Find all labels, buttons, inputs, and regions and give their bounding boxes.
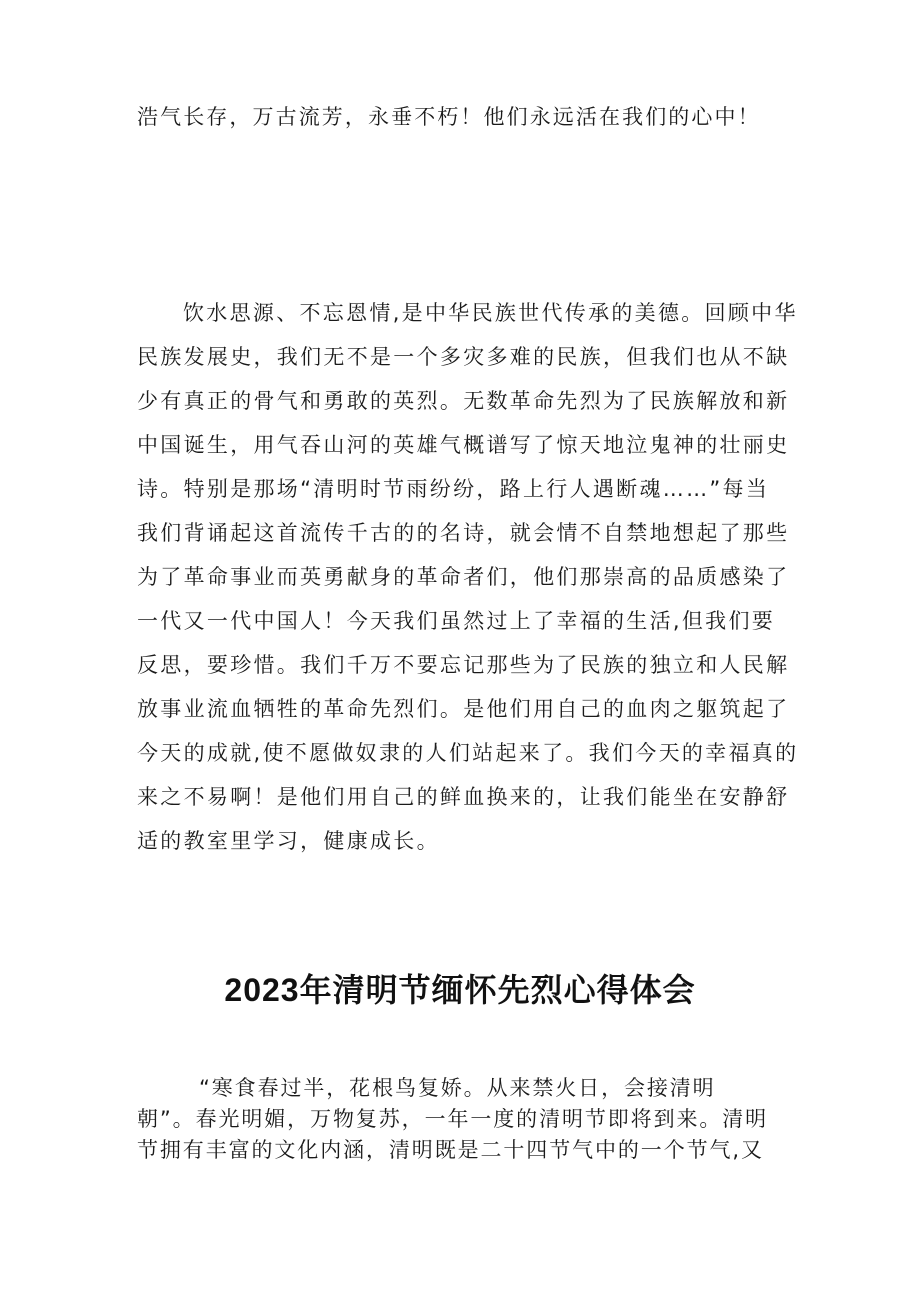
paragraph-qingming bbox=[137, 1073, 797, 1166]
paragraph-line: 今天的成就,使不愿做奴隶的人们站起来了。我们今天的幸福真的 bbox=[137, 741, 799, 765]
paragraph-line: 一代又一代中国人！今天我们虽然过上了幸福的生活,但我们要 bbox=[137, 609, 776, 633]
paragraph-line: 我们背诵起这首流传千古的的名诗，就会情不自禁地想起了那些 bbox=[137, 521, 790, 545]
section-title: 2023年清明节缅怀先烈心得体会 bbox=[224, 972, 696, 1008]
paragraph-line: 为了革命事业而英勇献身的革命者们，他们那崇高的品质感染了 bbox=[137, 565, 790, 589]
paragraph-line: 放事业流血牺牲的革命先烈们。是他们用自己的血肉之躯筑起了 bbox=[137, 697, 790, 721]
paragraph-line: 诗。特别是那场“清明时节雨纷纷，路上行人遇断魂……”每当 bbox=[137, 477, 770, 501]
paragraph-line: 少有真正的骨气和勇敢的英烈。无数革命先烈为了民族解放和新 bbox=[137, 389, 790, 413]
paragraph-line: “寒食春过半，花根鸟复娇。从来禁火日，会接清明 bbox=[199, 1076, 716, 1100]
paragraph-line: 饮水思源、不忘恩情,是中华民族世代传承的美德。回顾中华 bbox=[183, 301, 798, 325]
intro-line: 浩气长存，万古流芳，永垂不朽！他们永远活在我们的心中！ bbox=[137, 105, 761, 129]
paragraph-line: 反思，要珍惜。我们千万不要忘记那些为了民族的独立和人民解 bbox=[137, 653, 790, 677]
paragraph-line: 适的教室里学习，健康成长。 bbox=[137, 829, 440, 853]
paragraph-line: 来之不易啊！是他们用自己的鲜血换来的，让我们能坐在安静舒 bbox=[137, 785, 790, 809]
paragraph-line: 节拥有丰富的文化内涵，清明既是二十四节气中的一个节气,又 bbox=[137, 1138, 764, 1162]
paragraph-line: 朝”。春光明媚，万物复苏，一年一度的清明节即将到来。清明 bbox=[137, 1107, 769, 1131]
paragraph-line: 中国诞生，用气吞山河的英雄气概谱写了惊天地泣鬼神的壮丽史 bbox=[137, 433, 790, 457]
paragraph-line: 民族发展史，我们无不是一个多灾多难的民族，但我们也从不缺 bbox=[137, 345, 790, 369]
paragraph-remembrance bbox=[137, 291, 799, 863]
